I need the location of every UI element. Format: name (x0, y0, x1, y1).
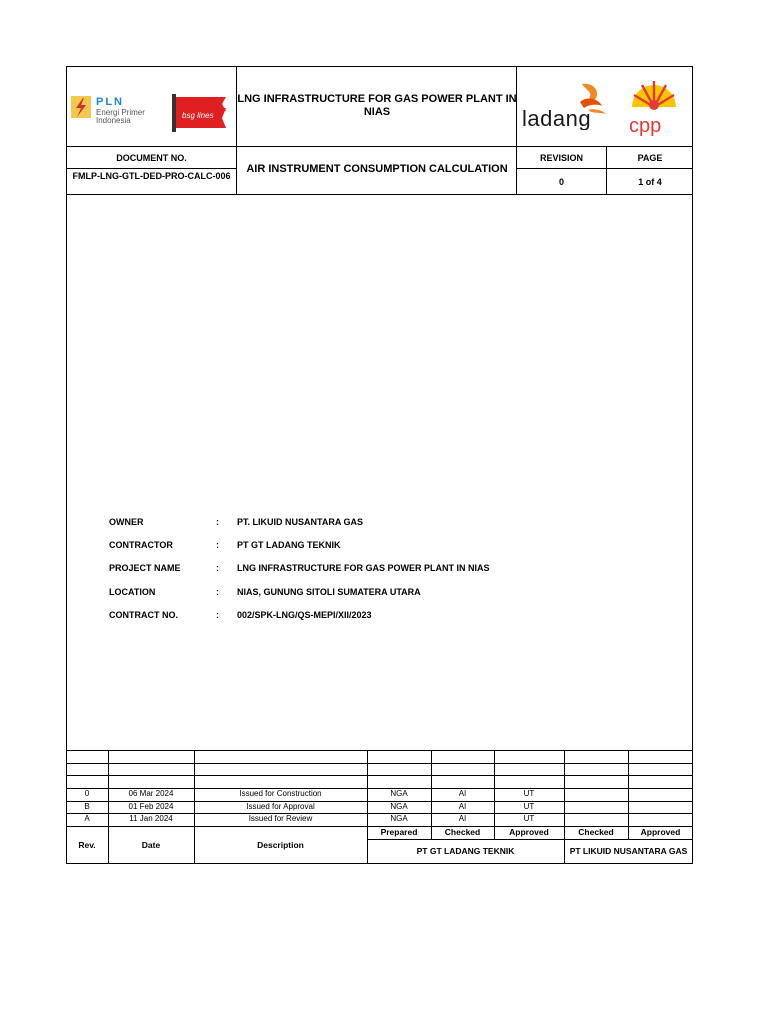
bsg-lines-logo (172, 94, 228, 132)
rev-table-line (66, 775, 693, 776)
cpp-logo (622, 71, 686, 137)
ladang-logo-text: ladang (522, 106, 592, 130)
info-value: PT. LIKUID NUSANTARA GAS (237, 517, 363, 527)
page-label: PAGE (637, 153, 663, 163)
info-label: OWNER (109, 517, 144, 527)
info-label: PROJECT NAME (109, 563, 181, 573)
rev-cell: 0 (84, 789, 90, 798)
owner-sign-label: PT LIKUID NUSANTARA GAS (569, 846, 688, 856)
date-cell: 06 Mar 2024 (128, 789, 174, 798)
owner-checked-header: Checked (578, 827, 614, 837)
prepared-cell: NGA (390, 789, 408, 798)
info-value: PT GT LADANG TEKNIK (237, 540, 341, 550)
pln-logo (69, 92, 161, 126)
pln-logo-text: PLN (96, 96, 124, 108)
docno-divider (66, 168, 237, 169)
info-label: LOCATION (109, 587, 156, 597)
cpp-logo-text: cpp (629, 115, 662, 137)
document-title: AIR INSTRUMENT CONSUMPTION CALCULATION (246, 163, 508, 175)
pln-logo-sub1: Energi Primer (96, 108, 145, 117)
rev-cell: B (84, 802, 90, 811)
description-cell: Issued for Approval (246, 802, 315, 811)
info-colon: : (216, 517, 219, 527)
approved-header: Approved (509, 827, 549, 837)
description-cell: Issued for Review (248, 814, 313, 823)
info-colon: : (216, 610, 219, 620)
rev-table-line (367, 839, 693, 840)
prepared-cell: NGA (390, 814, 408, 823)
info-label: CONTRACT NO. (109, 610, 178, 620)
owner-approved-header: Approved (640, 827, 681, 837)
info-colon: : (216, 540, 219, 550)
pln-logo-sub2: Indonesia (96, 116, 131, 125)
prepared-cell: NGA (390, 802, 408, 811)
info-colon: : (216, 563, 219, 573)
description-cell: Issued for Construction (239, 789, 322, 798)
rev-header: Rev. (78, 840, 96, 850)
approved-cell: UT (523, 802, 535, 811)
checked-cell: AI (458, 802, 467, 811)
rev-table-line (66, 763, 693, 764)
checked-cell: AI (458, 789, 467, 798)
checked-header: Checked (444, 827, 481, 837)
rev-cell: A (84, 814, 90, 823)
info-label: CONTRACTOR (109, 540, 173, 550)
document-no-value: FMLP-LNG-GTL-DED-PRO-CALC-006 (72, 171, 231, 181)
info-value: LNG INFRASTRUCTURE FOR GAS POWER PLANT IN NIAS (237, 563, 490, 573)
bsg-logo-text: bsg lines (182, 111, 214, 120)
approved-cell: UT (523, 789, 535, 798)
revision-divider (517, 168, 693, 169)
contractor-sign-label: PT GT LADANG TEKNIK (416, 846, 515, 856)
page-value: 1 of 4 (638, 177, 662, 187)
prepared-header: Prepared (380, 827, 418, 837)
date-cell: 01 Feb 2024 (128, 802, 174, 811)
header-divider (66, 146, 693, 147)
document-no-label: DOCUMENT NO. (116, 153, 187, 163)
revision-value: 0 (558, 177, 564, 187)
info-value: NIAS, GUNUNG SITOLI SUMATERA UTARA (237, 587, 421, 597)
header-bottom-divider (66, 194, 693, 195)
description-header: Description (257, 840, 304, 850)
info-colon: : (216, 587, 219, 597)
revision-label: REVISION (539, 153, 583, 163)
date-cell: 11 Jan 2024 (129, 814, 173, 823)
ladang-logo (520, 80, 616, 130)
date-header: Date (141, 840, 161, 850)
checked-cell: AI (458, 814, 467, 823)
rev-table-line (66, 750, 693, 751)
project-title: LNG INFRASTRUCTURE FOR GAS POWER PLANT IN NIAS (237, 93, 517, 118)
info-value: 002/SPK-LNG/QS-MEPI/XII/2023 (237, 610, 372, 620)
approved-cell: UT (523, 814, 535, 823)
